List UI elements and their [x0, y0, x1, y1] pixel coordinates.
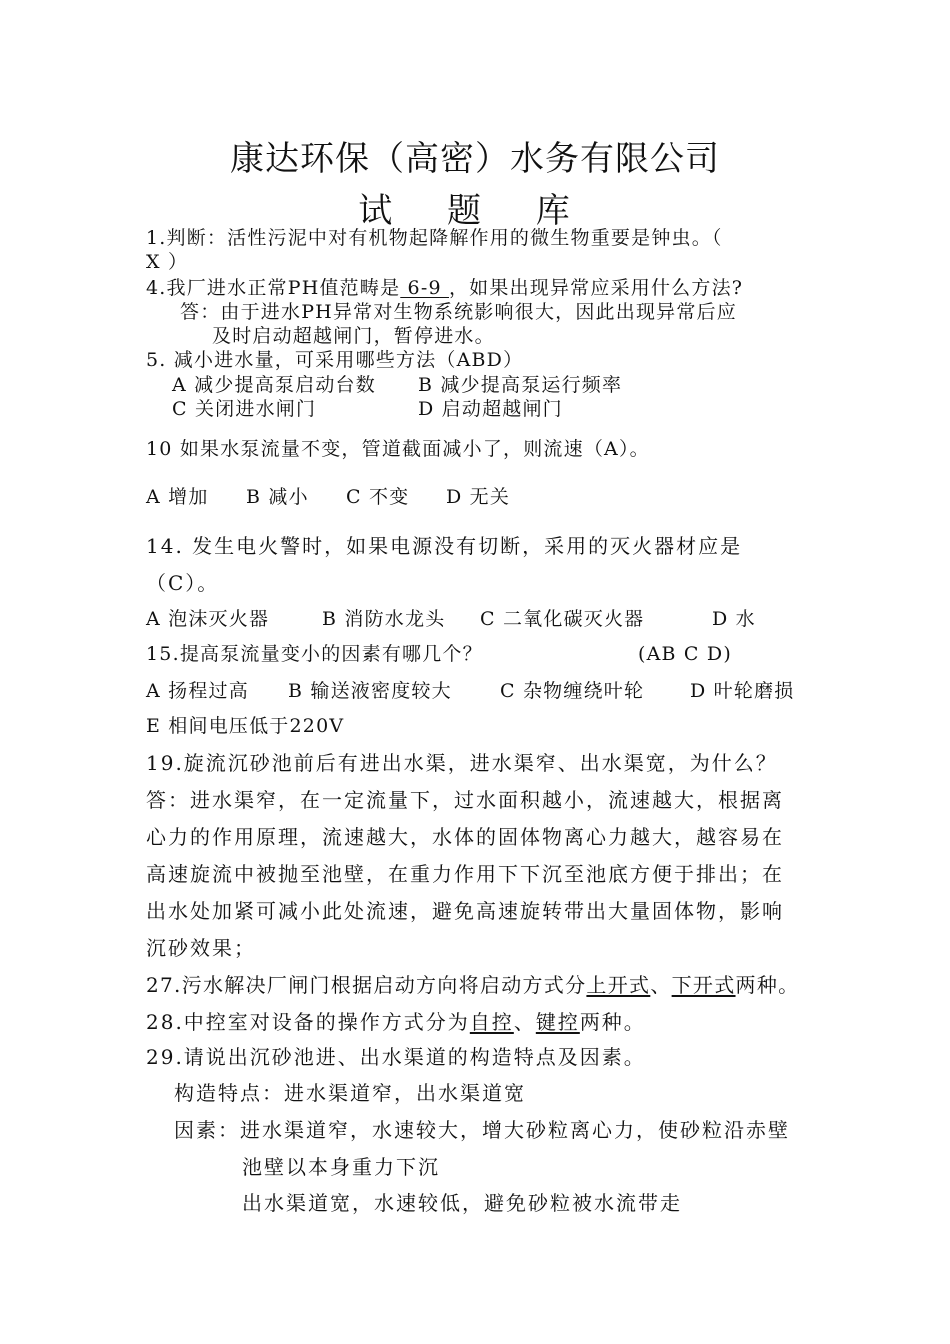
q28-question-end: 两种。	[579, 1010, 646, 1034]
q4-question: 4.我厂进水正常PH值范畴是	[146, 277, 401, 299]
q14-option-c: C 二氧化碳灭火器	[480, 608, 645, 630]
q19-answer-line: 沉砂效果；	[146, 936, 256, 960]
q19-answer-line: 高速旋流中被抛至池壁，在重力作用下下沉至池底方便于排出；在	[146, 862, 784, 886]
q5-option-b: B 减少提高泵运行频率	[418, 374, 623, 396]
q28-separator: 、	[513, 1010, 536, 1034]
q19-answer-line: 出水处加紧可减小此处流速，避免高速旋转带出大量固体物，影响	[146, 899, 784, 923]
q15-option-e: E 相间电压低于220V	[146, 715, 345, 737]
q10-option-c: C 不变	[346, 486, 410, 508]
q4-answer-line-1: 答：由于进水PH异常对生物系统影响很大，因此出现异常后应	[180, 301, 737, 323]
q27-question-end: 两种。	[735, 973, 800, 997]
q4-question-rest: ，如果出现异常应采用什么方法?	[448, 277, 744, 299]
q15-option-d: D 叶轮磨损	[690, 680, 795, 702]
q15-text: 15.提高泵流量变小的因素有哪几个？	[146, 643, 483, 665]
q27-question: 27.污水解决厂闸门根据启动方向将启动方式分	[146, 973, 587, 997]
q10-option-a: A 增加	[146, 486, 209, 508]
q5-option-d: D 启动超越闸门	[418, 398, 563, 420]
document-title: 康达环保（高密）水务有限公司	[230, 139, 720, 179]
q29-reason-line-2: 池壁以本身重力下沉	[242, 1155, 440, 1179]
q19-answer-line: 答：进水渠窄，在一定流量下，过水面积越小，流速越大，根据离	[146, 788, 784, 812]
q14-option-b: B 消防水龙头	[322, 608, 446, 630]
q14-option-d: D 水	[712, 608, 756, 630]
q4-line	[146, 279, 743, 298]
q28-answer-a: 自控	[469, 1010, 514, 1034]
q27-answer-a: 上开式	[586, 973, 651, 997]
q28-line	[146, 1012, 646, 1032]
q5-text: 5. 减小进水量，可采用哪些方法（ABD）	[146, 349, 524, 371]
q5-option-a: A 减少提高泵启动台数	[172, 374, 376, 396]
q14-option-a: A 泡沫灭火器	[146, 608, 270, 630]
q29-reason-line-1: 因素：进水渠道窄，水速较大，增大砂粒离心力，使砂粒沿赤壁	[174, 1118, 790, 1142]
q1-answer: X ）	[146, 251, 189, 273]
q27-separator: 、	[650, 973, 672, 997]
q14-answer: （C）。	[146, 571, 220, 595]
q27-line	[146, 975, 799, 995]
document-subtitle: 试 题 库	[358, 191, 592, 231]
q4-answer-line-2: 及时启动超越闸门，暂停进水。	[212, 325, 495, 347]
q4-blank-answer: 6-9	[400, 277, 449, 299]
q15-option-a: A 扬程过高	[146, 680, 249, 702]
q28-answer-b: 键控	[535, 1010, 580, 1034]
q10-option-b: B 减小	[246, 486, 309, 508]
q1-text: 1.判断：活性污泥中对有机物起降解作用的微生物重要是钟虫。（	[146, 227, 723, 249]
q29-text: 29.请说出沉砂池进、出水渠道的构造特点及因素。	[146, 1045, 646, 1069]
q29-features: 构造特点：进水渠道窄，出水渠道宽	[174, 1081, 526, 1105]
q14-text: 14. 发生电火警时，如果电源没有切断，采用的灭火器材应是	[146, 534, 743, 558]
q15-option-b: B 输送液密度较大	[288, 680, 452, 702]
q15-option-c: C 杂物缠绕叶轮	[500, 680, 645, 702]
q10-option-d: D 无关	[446, 486, 511, 508]
q28-question: 28.中控室对设备的操作方式分为	[146, 1010, 470, 1034]
q19-text: 19.旋流沉砂池前后有进出水渠，进水渠窄、出水渠宽，为什么？	[146, 751, 778, 775]
q27-answer-b: 下开式	[671, 973, 736, 997]
q15-answer: (AB C D)	[638, 643, 732, 665]
q10-text: 10 如果水泵流量不变，管道截面减小了，则流速（A）。	[146, 438, 650, 460]
q19-answer-line: 心力的作用原理，流速越大，水体的固体物离心力越大，越容易在	[146, 825, 784, 849]
q29-reason-line-3: 出水渠道宽，水速较低，避免砂粒被水流带走	[242, 1191, 682, 1215]
q5-option-c: C 关闭进水闸门	[172, 398, 317, 420]
